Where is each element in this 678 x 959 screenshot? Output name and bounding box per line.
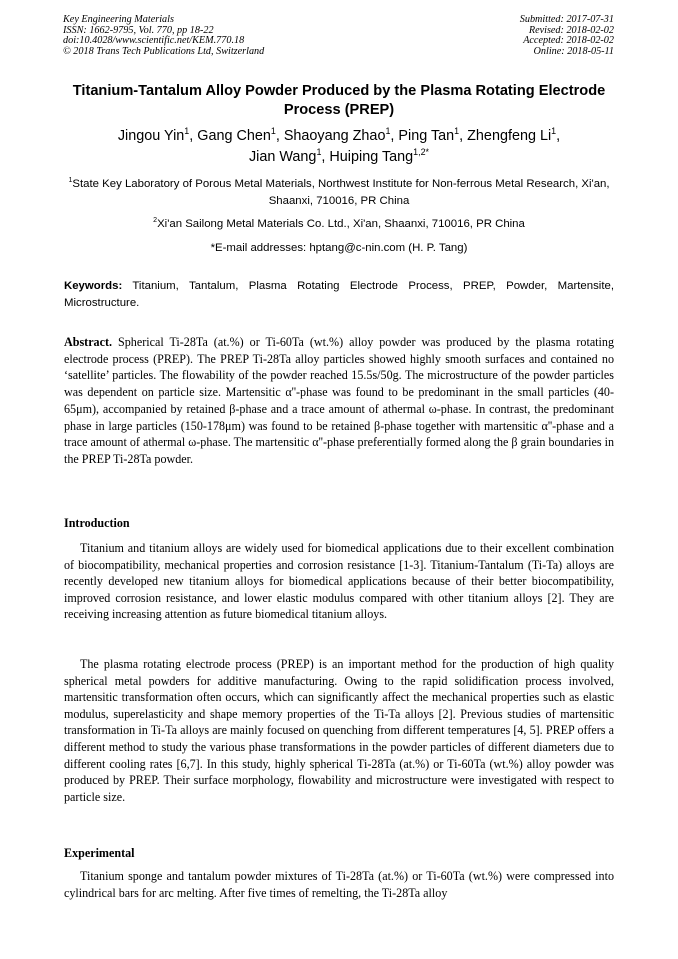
author [118, 128, 189, 144]
journal-name: Key Engineering Materials [63, 14, 174, 25]
affiliation-1 [64, 176, 614, 210]
keywords-label: Keywords: [64, 280, 123, 292]
author-affiliation-mark: 1 [316, 147, 322, 158]
accepted-date: Accepted: 2018-02-02 [523, 35, 614, 47]
author [284, 128, 391, 144]
author-list: Jingou Yin$^1$, Gang Chen$^1$, Shaoyang Zhao$^1$, Ping Tan$^1$, Zhengfeng Li$^1$, Jian Wang$^1$, Huiping Tang$^{1,2*}$ [117, 126, 561, 165]
author-name: Huiping Tang [329, 149, 414, 165]
keywords-text: Titanium, Tantalum, Plasma Rotating Electrode Process, PREP, Powder, Martensite, Microstructure. [64, 280, 614, 310]
author-name: Shaoyang Zhao [283, 128, 386, 144]
abstract [64, 334, 614, 468]
affiliation-text: State Key Laboratory of Porous Metal Materials, Northwest Institute for Non-ferrous Metal Research, Xi'an, Shaanxi, 710016, PR China [72, 178, 610, 207]
author-name: Zhengfeng Li [467, 128, 552, 144]
introduction-paragraph: Titanium and titanium alloys are widely used for biomedical applications due to their excellent combination of biocompatibility, mechanical properties and corrosion resistance [1-3]. Titanium-Tantalum (Ti-Ta) alloys are recently developed new titanium alloys for biomedical applications because of their better biocompatibility, improved corrosion resistance, and lower elastic modulus compared with other titanium alloys [2]. They are receiving increasing attention as future biomedical titanium alloys. [64, 541, 614, 622]
affiliation-2 [64, 216, 614, 233]
introduction-heading: Introduction [64, 516, 130, 530]
submitted-date: Submitted: 2017-07-31 [519, 14, 614, 25]
doi-line: doi:10.4028/www.scientific.net/KEM.770.18 [63, 35, 245, 47]
paper-title: Titanium-Tantalum Alloy Powder Produced by the Plasma Rotating Electrode Process (PREP) [72, 83, 606, 118]
author-affiliation-mark: 1 [270, 126, 276, 137]
affiliation-text: Xi'an Sailong Metal Materials Co. Ltd., Xi'an, Shaanxi, 710016, PR China [157, 218, 525, 230]
copyright-line: © 2018 Trans Tech Publications Ltd, Switzerland [63, 45, 265, 57]
author-affiliation-mark: 1 [385, 126, 391, 137]
author [249, 149, 321, 165]
experimental-paragraph: Titanium sponge and tantalum powder mixtures of Ti-28Ta (at.%) or Ti-60Ta (wt.%) were compressed into cylindrical bars for arc melting. After five times of remelting, the Ti-28Ta alloy [64, 869, 614, 900]
affiliation-mark: 1 [68, 177, 73, 185]
author-name: Gang Chen [197, 128, 271, 144]
issn-line: ISSN: 1662-9795, Vol. 770, pp 18-22 [63, 24, 214, 36]
author [398, 128, 459, 144]
author-affiliation-mark: 1 [551, 126, 557, 137]
author [329, 149, 429, 165]
author-name: Ping Tan [398, 128, 455, 144]
affiliation-mark: 2 [153, 217, 158, 225]
author [197, 128, 276, 144]
revised-date: Revised: 2018-02-02 [528, 24, 614, 36]
author [467, 128, 556, 144]
author-affiliation-mark: 1,2* [413, 147, 430, 158]
abstract-label: Abstract. [64, 335, 113, 349]
author-name: Jian Wang [248, 149, 317, 165]
corresponding-email: *E-mail addresses: hptang@c-nin.com (H. P. Tang) [210, 242, 468, 254]
dates-info [520, 15, 614, 57]
keywords [64, 278, 614, 313]
journal-info [63, 15, 264, 57]
author-affiliation-mark: 1 [454, 126, 460, 137]
abstract-text: Spherical Ti-28Ta (at.%) or Ti-60Ta (wt.%) alloy powder was produced by the plasma rotating electrode process (PREP). The PREP Ti-28Ta alloy particles showed highly smooth surfaces and contained no ‘satellite’ particles. The flowability of the powder reached 15.5s/50g. The microstructure of the powder particles was dependent on particle size. Martensitic α''-phase was found to be predominant in the small particles (40-65μm), accompanied by retained β-phase and a trace amount of athermal ω-phase. In contrast, the predominant phase in large particles (150-178μm) was found to be retained β-phase together with martensitic α''-phase and a trace amount of athermal ω-phase. The martensitic α''-phase preferentially formed along the β grain boundaries in the PREP Ti-28Ta powder. [64, 335, 614, 466]
experimental-heading: Experimental [64, 846, 135, 860]
author-name: Jingou Yin [117, 128, 185, 144]
author-affiliation-mark: 1 [184, 126, 190, 137]
introduction-paragraph: The plasma rotating electrode process (PREP) is an important method for the production of high quality spherical metal powders for additive manufacturing. Owing to the rapid solidification process involved, martensitic transformation often occurs, which can significantly affect the mechanical properties such as elastic modulus, superelasticity and shape memory properties of the Ti-Ta alloys [2]. Previous studies of martensitic transformation in Ti-Ta alloys are mainly focused on quenching from different temperatures [4, 5]. PREP offers a different method to study the various phase transformations in the powder particles of different diameters due to different cooling rates [6,7]. In this study, highly spherical Ti-28Ta (at.%) or Ti-60Ta (wt.%) alloy powder was produced by PREP. Their surface morphology, flowability and microstructure were investigated with respect to particle size. [64, 657, 614, 804]
online-date: Online: 2018-05-11 [533, 45, 614, 57]
